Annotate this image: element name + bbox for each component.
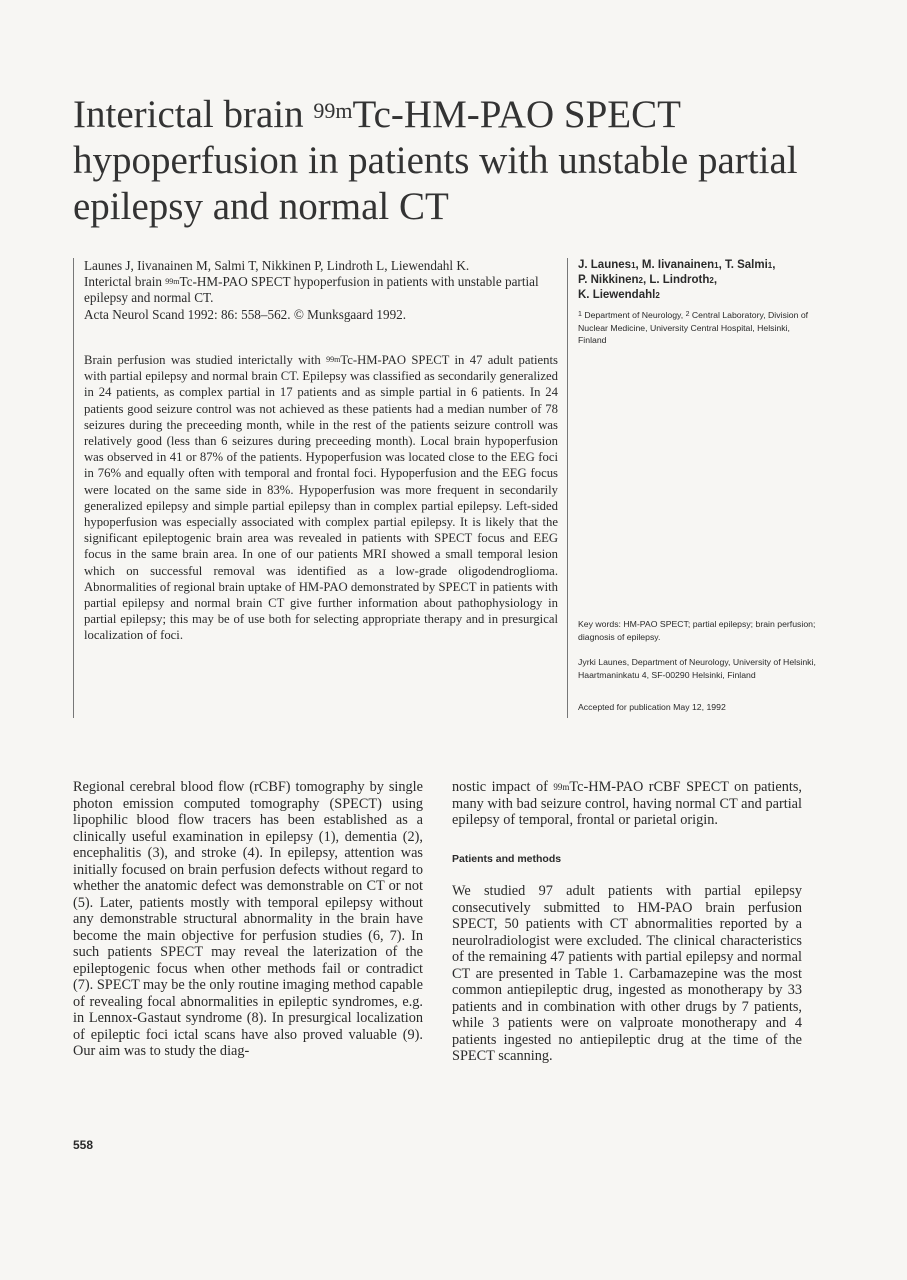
citation-journal: Acta Neurol Scand 1992: 86: 558–562. © Munksgaard 1992. (84, 306, 407, 322)
author-name: J. Launes (578, 259, 632, 271)
title-line3: epilepsy and normal CT (73, 185, 449, 228)
affil-sup: 2 (685, 311, 690, 318)
page-number: 558 (73, 1138, 94, 1152)
title-line1-text: Interictal brain (73, 93, 314, 136)
author-sup: 2 (655, 291, 660, 300)
body-column-left (73, 779, 423, 1060)
author-name: M. Iivanainen (641, 259, 715, 271)
abstract-sup: 99m (326, 355, 341, 364)
author-sup: 1 (631, 261, 636, 270)
affil-text: Central Laboratory, Division of Nuclear Medicine, University Central Hospital, Helsinki, Finland (578, 310, 809, 345)
intro-cont-post: Tc-HM-PAO rCBF SPECT on patients, many with bad seizure control, having normal CT and partial epilepsy of temporal, frontal or parietal origin. (452, 779, 802, 828)
keywords: Key words: HM-PAO SPECT; partial epilepsy; brain perfusion; diagnosis of epilepsy. (578, 619, 816, 642)
section-heading: Patients and methods (452, 852, 562, 865)
article-title (73, 92, 863, 230)
author-sidebar (567, 258, 818, 718)
abstract-pre: Brain perfusion was studied interictally with (84, 353, 327, 367)
affil-sup: 1 (578, 311, 582, 318)
citation-title-pre: Interictal brain (84, 274, 166, 290)
citation-authors: Launes J, Iivanainen M, Salmi T, Nikkinen P, Lindroth L, Liewendahl K. (84, 258, 470, 273)
author-sep: , (642, 274, 650, 286)
methods-paragraph: We studied 97 adult patients with partial epilepsy consecutively submitted to HM-PAO brain perfusion SPECT, 50 patients with CT abnormalities reported by a neurolradiologist were excluded. The clinical characteristics of the remaining 47 patients with partial epilepsy and normal CT are presented in Table 1. Carbamazepine was the most common antiepileptic drug, ingested as monotherapy by 33 patients and in combination with other drugs by 7 patients, while 3 patients were on valproate monotherapy and 4 patients ingested no antiepileptic drug at the time of the SPECT scanning. (452, 883, 802, 1064)
author-sup: 1 (767, 261, 773, 270)
author-name: K. Liewendahl (578, 289, 656, 301)
intro-paragraph: Regional cerebral blood flow (rCBF) tomography by single photon emission computed tomography (SPECT) using lipophilic blood flow tracers has been established as a clinically useful examination in epilepsy (1), dementia (2), encephalitis (3), and stroke (4). In epilepsy, attention was initially focused on brain perfusion defects without regard to whether the anatomic defect was demonstrable on CT or not (5). Later, patients mostly with temporal epilepsy without any demonstrable structural abnormality in the brain have become the main objective for perfusion studies (6, 7). In such patients SPECT may reveal the laterization of the epileptogenic focus when other methods fail or contradict (7). SPECT may be the only routine imaging method capable of revealing focal abnormalities in epileptic syndromes, e.g. in Lennox-Gastaut syndrome (8). In presurgical localization of epileptic foci ictal scans have also proved valuable (9). Our aim was to study the diag- (73, 779, 423, 1059)
abstract-post: Tc-HM-PAO SPECT in 47 adult patients with partial epilepsy and normal brain CT. Epilepsy was classified as secondarily generalized in 24 patients, as complex partial in 17 patients and as simple partial in 6 patients. In 24 patients good seizure control was not achieved as these patients had a median number of 78 seizures during the preceeding month, while in the rest of the patients seizure controll was relatively good (less than 6 seizures during preceeding month). Local brain hypoperfusion was observed in 41 or 87% of the patients. Hypoperfusion was located close to the EEG foci in 76% and equally often with temporal and frontal foci. Hypoperfusion and the EEG focus were located on the same side in 83%. Hypoperfusion was more frequent in secondarily generalized epilepsy and simple partial epilepsy than in complex partial epilepsy. Left-sided hypoperfusion was especially associated with complex partial epilepsy. It is likely that the significant epileptogenic brain area was revealed in patients with SPECT focus and EEG focus in the same brain area. In one of our patients MRI showed a small temporal lesion which on successful removal was identified as a low-grade oligodendroglioma. Abnormalities of regional brain uptake of HM-PAO demonstrated by SPECT in patients with partial epilepsy and normal brain CT give further information about pathophysiology in partial epilepsy; this may be of use both for selecting appropriate therapy and in presurgical localization of foci. (84, 353, 558, 643)
author-sup: 2 (709, 276, 714, 285)
author-list (578, 258, 818, 303)
author-sep: , (713, 274, 718, 286)
author-sep: , (772, 259, 776, 271)
intro-continuation (452, 779, 802, 829)
intro-cont-pre: nostic impact of (452, 779, 554, 795)
citation (84, 258, 566, 323)
citation-title-sup: 99m (165, 277, 180, 287)
correspondence-address: Jyrki Launes, Department of Neurology, University of Helsinki, Haartmaninkatu 4, SF-00290 Helsinki, Finland (578, 657, 816, 680)
author-name: T. Salmi (724, 259, 768, 271)
author-name: L. Lindroth (649, 274, 710, 286)
author-name: P. Nikkinen (578, 274, 639, 286)
author-sup: 1 (714, 261, 719, 270)
affiliations (578, 309, 818, 347)
body-column-right (452, 779, 802, 1065)
affil-text: Department of Neurology, (581, 310, 686, 320)
citation-title-post: Tc-HM-PAO SPECT hypoperfusion in patients with unstable partial epilepsy and normal CT. (84, 274, 539, 306)
author-sep: , (635, 259, 642, 271)
intro-cont-sup: 99m (553, 782, 570, 792)
abstract-text (84, 352, 558, 644)
title-line1-rest: Tc-HM-PAO SPECT (352, 93, 681, 136)
author-sup: 2 (638, 276, 643, 285)
abstract-block (73, 258, 566, 718)
title-isotope-superscript: 99m (313, 98, 353, 123)
author-sep: , (718, 259, 725, 271)
title-line2: hypoperfusion in patients with unstable partial (73, 139, 798, 182)
accepted-date: Accepted for publication May 12, 1992 (578, 702, 726, 712)
